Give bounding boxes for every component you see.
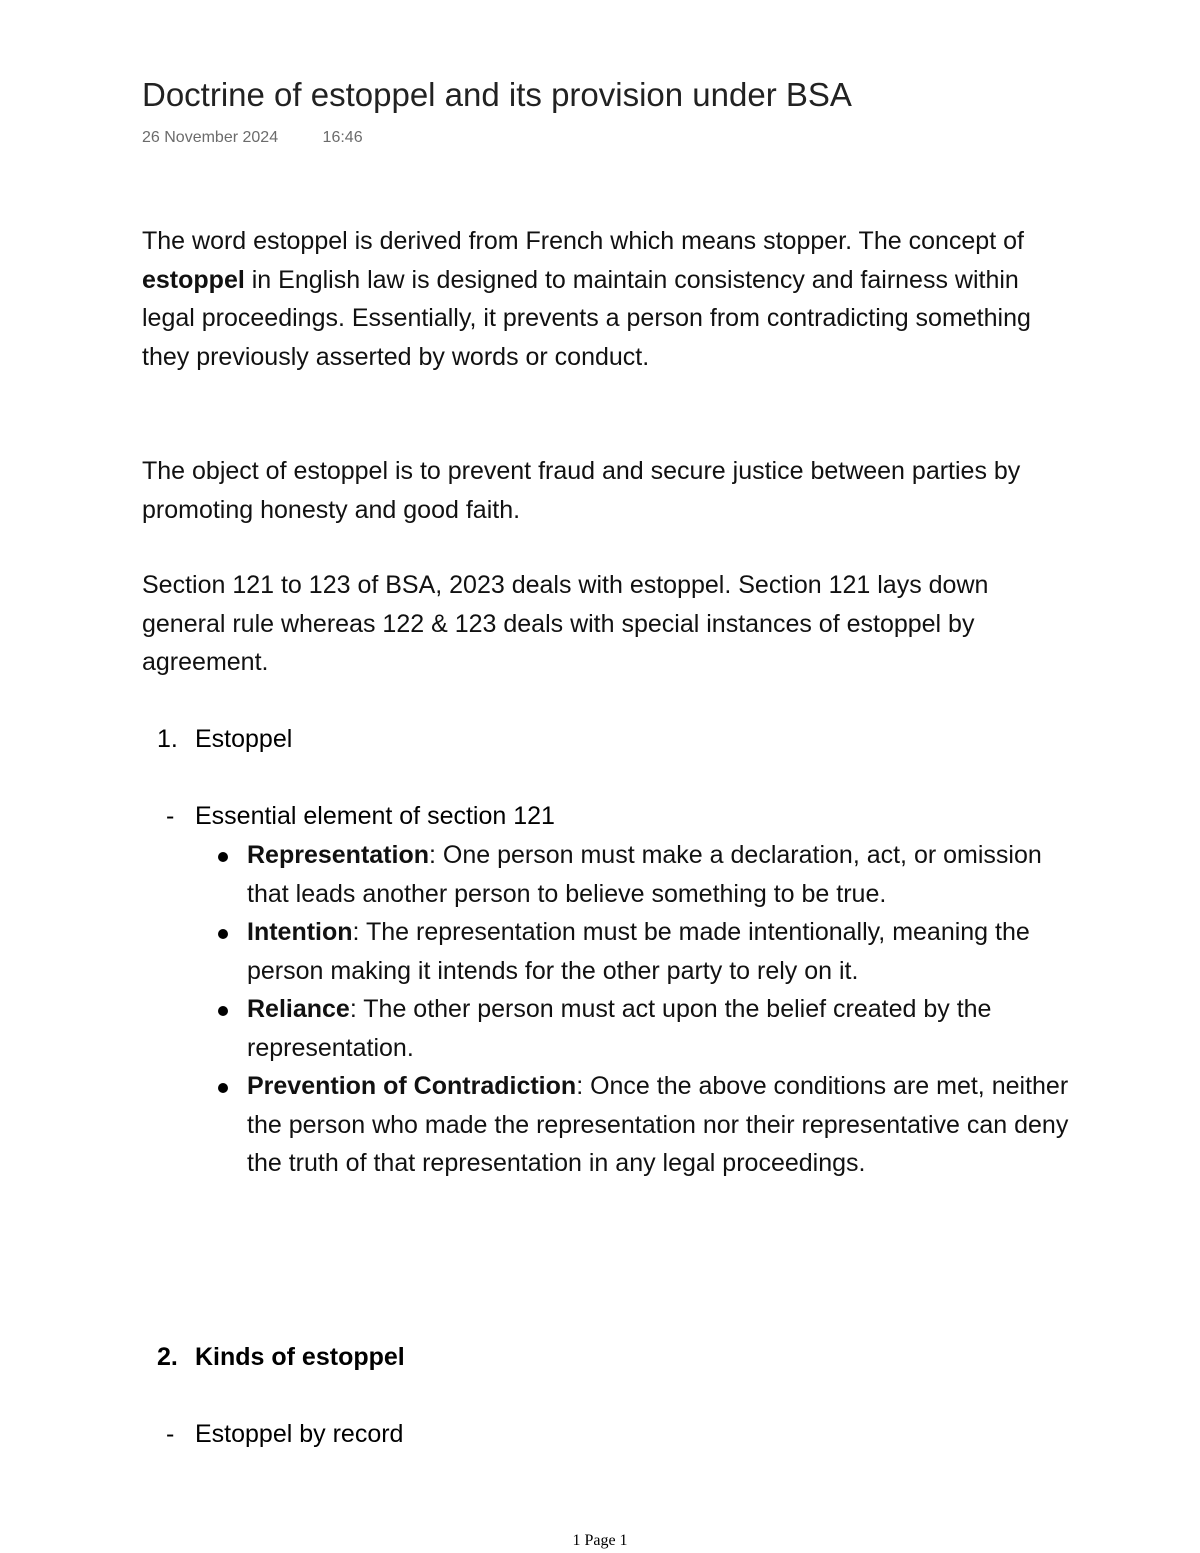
page-time: 16:46 — [322, 129, 363, 146]
bullet-text: : One person must make a declaration, act, or omission that leads another person to believe something to be true. — [247, 841, 1042, 908]
bullet-term: Reliance — [247, 995, 350, 1023]
numbered-item-number: 1. — [157, 725, 178, 753]
bullet-text: : The other person must act upon the belief created by the representation. — [247, 995, 992, 1062]
bullet-item-representation — [210, 836, 1070, 913]
bullet-dot-icon — [218, 1006, 228, 1016]
paragraph-definition — [142, 222, 1072, 376]
numbered-item-estoppel — [157, 720, 292, 759]
numbered-item-label: Estoppel — [195, 725, 293, 753]
paragraph-definition-bold: estoppel — [142, 265, 245, 294]
page-footer: 1 Page 1 — [572, 1532, 628, 1549]
bullet-list-elements — [210, 836, 1070, 1183]
dash-marker: - — [166, 802, 175, 830]
numbered-item-kinds — [157, 1338, 405, 1377]
bullet-term: Prevention of Contradiction — [247, 1072, 577, 1100]
page-title: Doctrine of estoppel and its provision under BSA — [142, 76, 852, 113]
bullet-item-prevention — [210, 1067, 1070, 1183]
dash-item-essential-element — [166, 797, 555, 836]
paragraph-object: The object of estoppel is to prevent fraud and secure justice between parties by promoting honesty and good faith. — [142, 457, 1021, 524]
paragraph-definition-end: in English law is designed to maintain consistency and fairness within legal proceedings. Essentially, it prevents a person from contradicting something they previously asserted by words or conduct. — [142, 265, 1031, 371]
page-meta — [142, 129, 363, 147]
dash-item-label: Estoppel by record — [195, 1420, 404, 1448]
numbered-item-label: Kinds of estoppel — [195, 1343, 405, 1371]
dash-item-record — [166, 1415, 403, 1454]
dash-marker: - — [166, 1420, 175, 1448]
paragraph-definition-start: The word estoppel is derived from French which means stopper. The concept of — [142, 227, 1024, 255]
bullet-item-reliance — [210, 990, 1070, 1067]
bullet-dot-icon — [218, 929, 228, 939]
page-date: 26 November 2024 — [142, 129, 279, 146]
bullet-dot-icon — [218, 1083, 228, 1093]
bullet-term: Intention — [247, 918, 353, 946]
bullet-term: Representation — [247, 841, 429, 869]
paragraph-sections: Section 121 to 123 of BSA, 2023 deals with estoppel. Section 121 lays down general rule whereas 122 & 123 deals with special instances of estoppel by agreement. — [142, 571, 989, 676]
bullet-dot-icon — [218, 852, 228, 862]
bullet-item-intention — [210, 913, 1070, 990]
bullet-text: : Once the above conditions are met, neither the person who made the representation nor their representative can deny the truth of that representation in any legal proceedings. — [247, 1072, 1069, 1177]
bullet-text: : The representation must be made intentionally, meaning the person making it intends for the other party to rely on it. — [247, 918, 1030, 985]
numbered-item-number: 2. — [157, 1343, 178, 1371]
dash-item-label: Essential element of section 121 — [195, 802, 555, 830]
